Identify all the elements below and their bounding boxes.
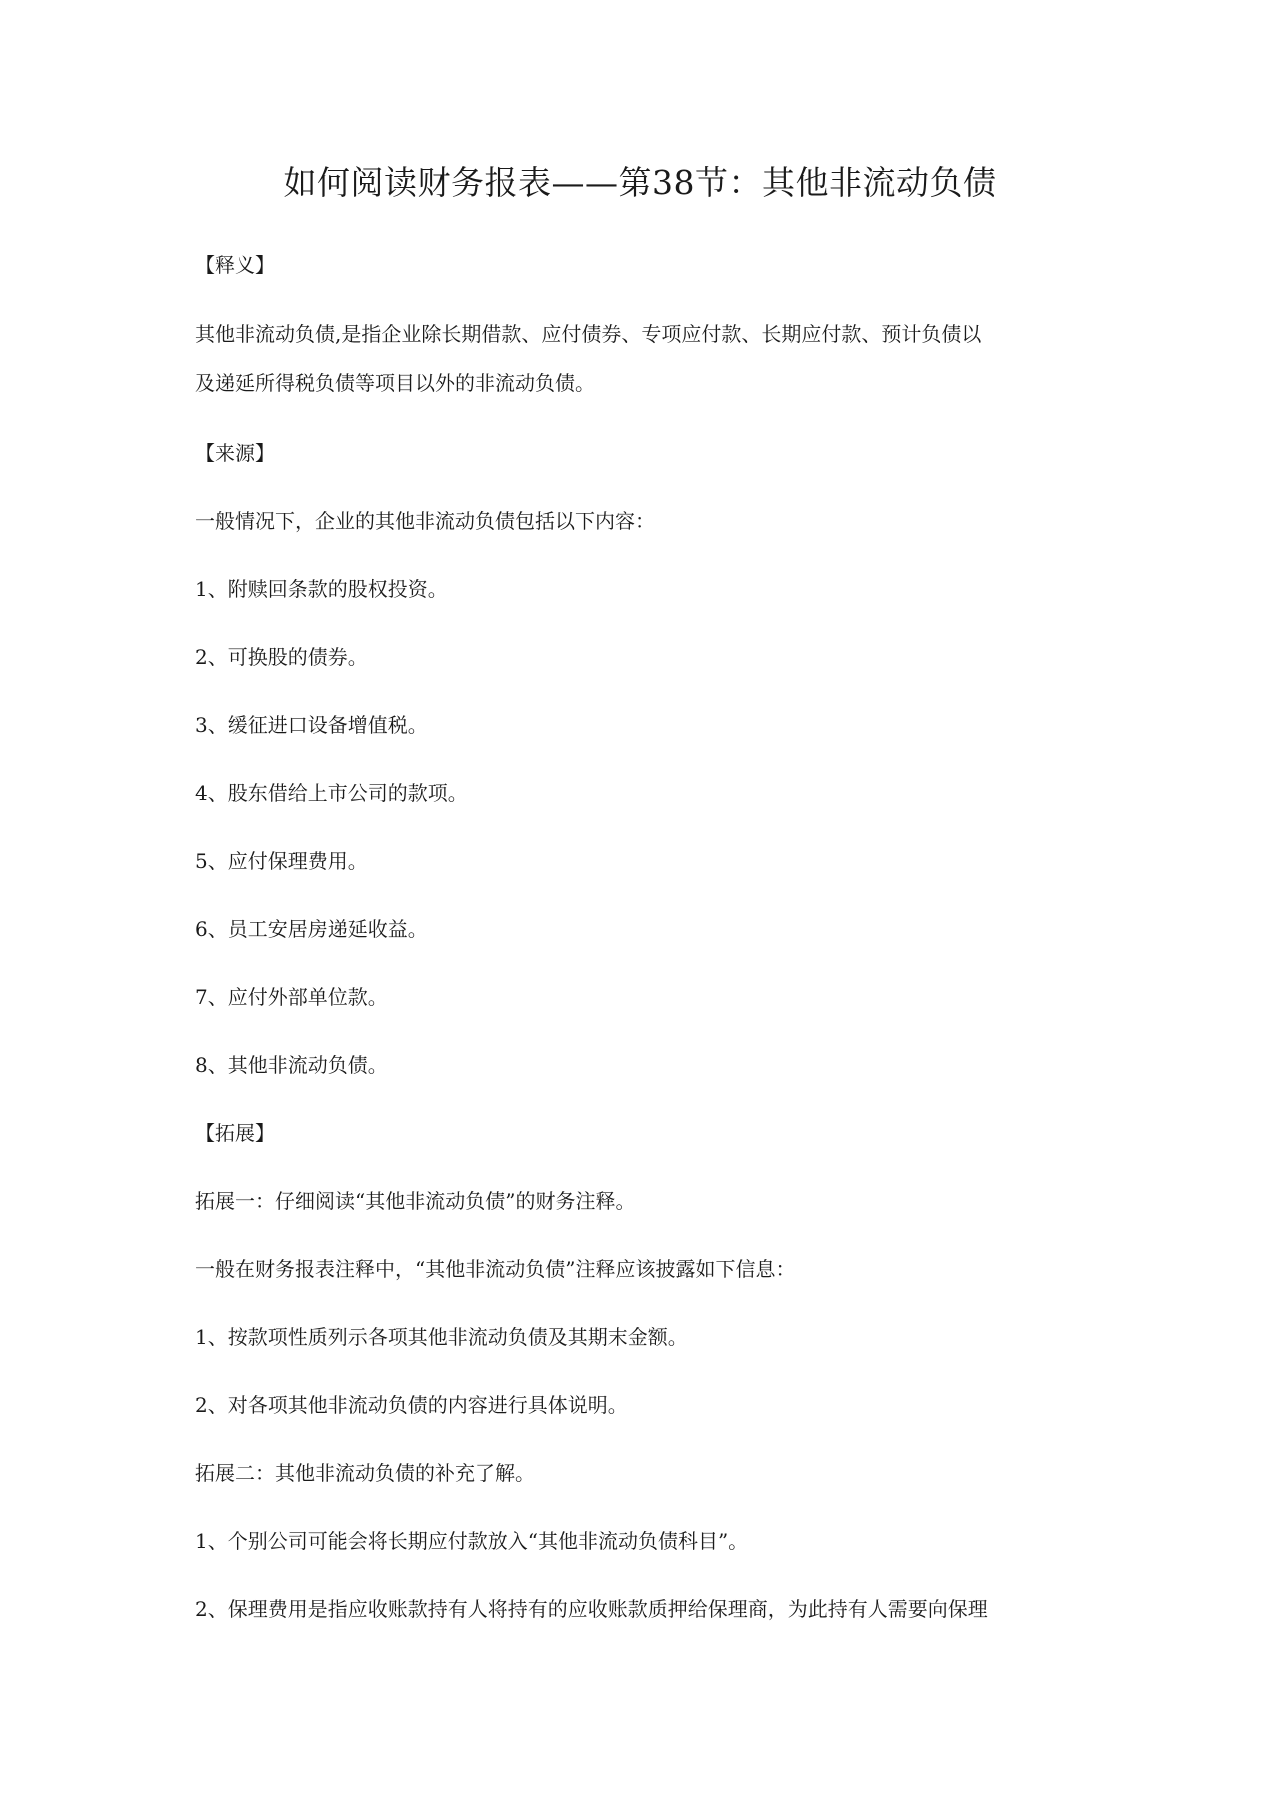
list-item: 8、其他非流动负债。: [195, 1053, 388, 1077]
list-item: 6、员工安居房递延收益。: [195, 917, 428, 941]
list-item: 4、股东借给上市公司的款项。: [195, 781, 468, 805]
list-item: 1、个别公司可能会将长期应付款放入“其他非流动负债科目”。: [195, 1529, 749, 1553]
list-item: 2、保理费用是指应收账款持有人将持有的应收账款质押给保理商，为此持有人需要向保理: [195, 1597, 988, 1621]
section-heading-source: 【来源】: [195, 441, 275, 465]
extension-one-heading: 拓展一：仔细阅读“其他非流动负债”的财务注释。: [195, 1189, 636, 1213]
definition-line-1: 其他非流动负债,是指企业除长期借款、应付债券、专项应付款、长期应付款、预计负债以: [195, 322, 982, 346]
extension-two-heading: 拓展二：其他非流动负债的补充了解。: [195, 1461, 535, 1485]
page-title: 如何阅读财务报表——第38节：其他非流动负债: [283, 163, 997, 202]
list-item: 5、应付保理费用。: [195, 849, 368, 873]
section-heading-definition: 【释义】: [195, 253, 275, 277]
extension-one-intro: 一般在财务报表注释中，“其他非流动负债”注释应该披露如下信息：: [195, 1257, 796, 1281]
source-intro: 一般情况下，企业的其他非流动负债包括以下内容：: [195, 509, 655, 533]
list-item: 1、附赎回条款的股权投资。: [195, 577, 448, 601]
list-item: 1、按款项性质列示各项其他非流动负债及其期末金额。: [195, 1325, 688, 1349]
section-heading-extension: 【拓展】: [195, 1121, 275, 1145]
list-item: 2、对各项其他非流动负债的内容进行具体说明。: [195, 1393, 628, 1417]
list-item: 7、应付外部单位款。: [195, 985, 388, 1009]
list-item: 3、缓征进口设备增值税。: [195, 713, 428, 737]
list-item: 2、可换股的债券。: [195, 645, 368, 669]
definition-line-2: 及递延所得税负债等项目以外的非流动负债。: [195, 371, 595, 395]
